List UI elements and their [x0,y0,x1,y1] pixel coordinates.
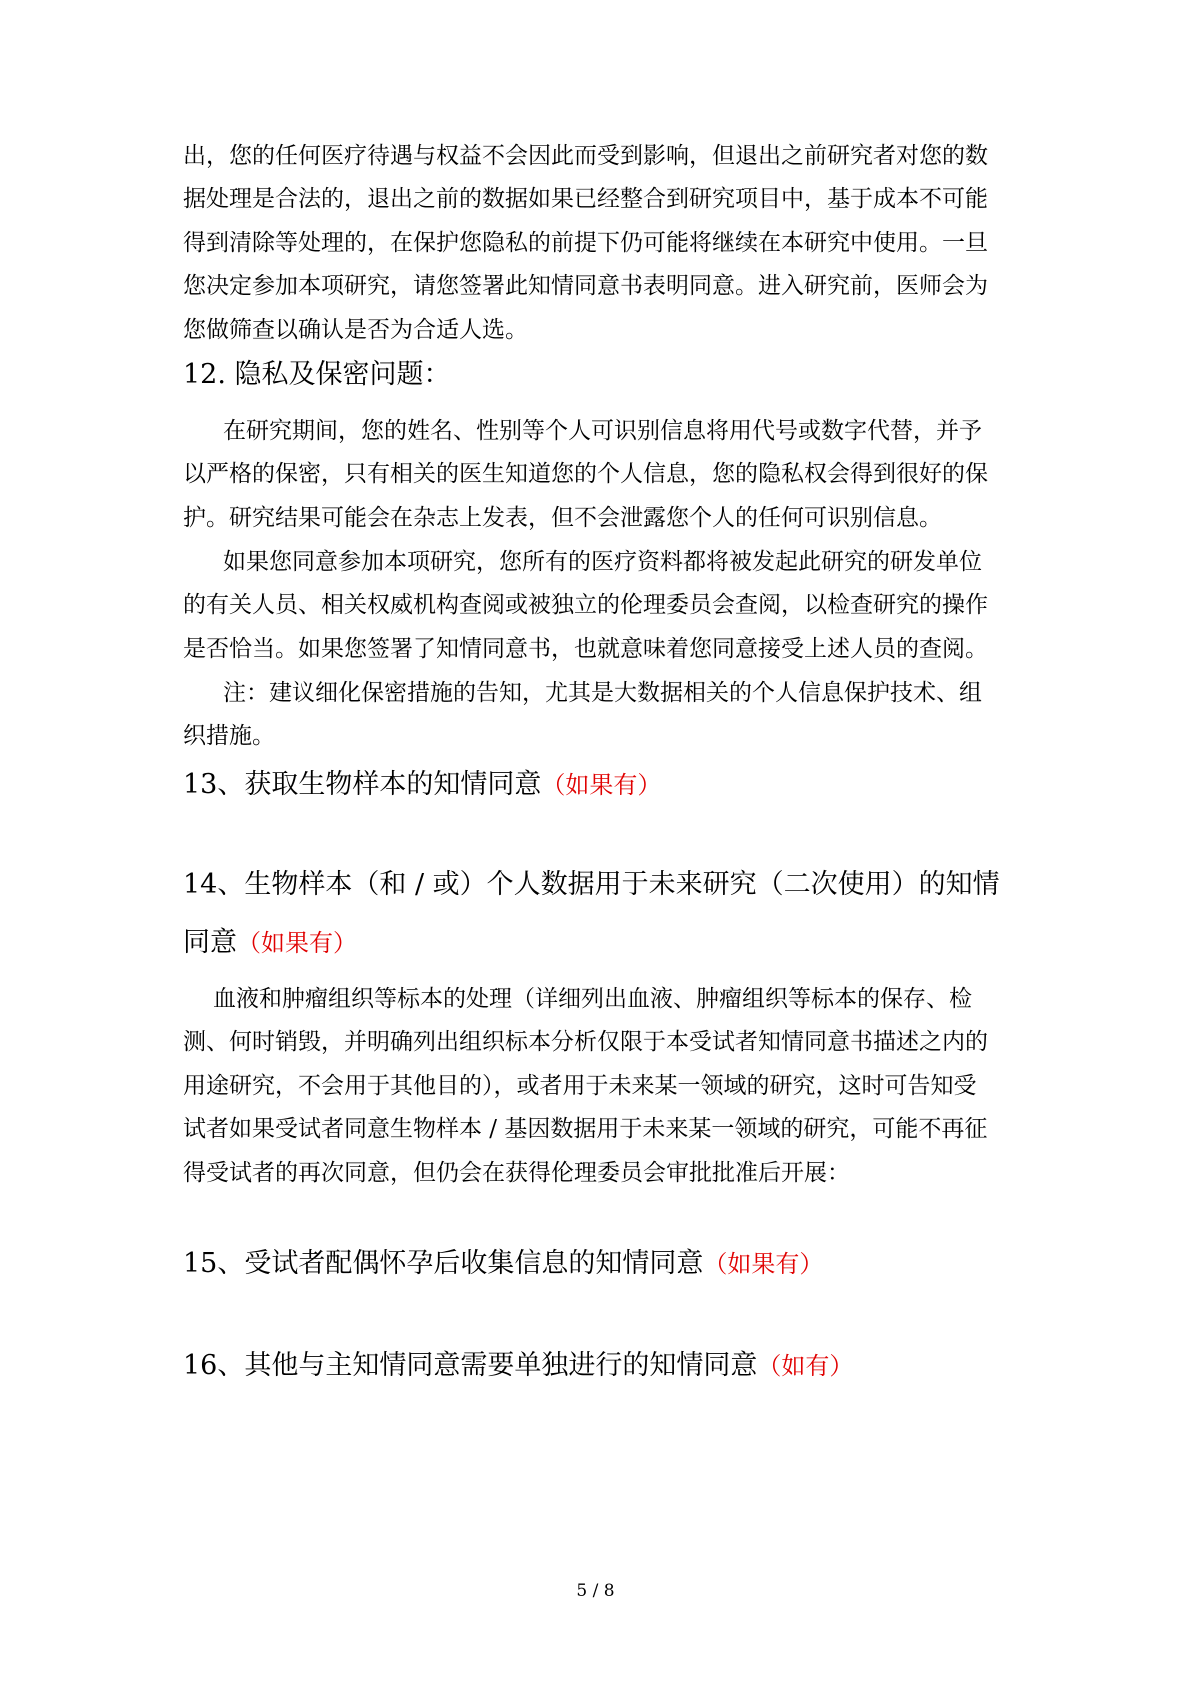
note-text-line: 织措施。 [183,723,275,749]
body-text-line: 出，您的任何医疗待遇与权益不会因此而受到影响，但退出之前研究者对您的数 [183,143,988,169]
optional-tag: （如果有） [541,771,662,799]
note-text-line: 注：建议细化保密措施的告知，尤其是大数据相关的个人信息保护技术、组 [223,680,982,706]
body-text-line: 得到清除等处理的，在保护您隐私的前提下仍可能将继续在本研究中使用。一旦 [183,230,988,256]
section-12-heading: 12. 隐私及保密问题： [183,359,451,390]
body-text-line: 试者如果受试者同意生物样本 / 基因数据用于未来某一领域的研究，可能不再征 [183,1116,988,1142]
body-text-line: 血液和肿瘤组织等标本的处理（详细列出血液、肿瘤组织等标本的保存、检 [213,986,972,1012]
section-14-heading-cont [183,926,357,960]
body-text-line: 测、何时销毁，并明确列出组织标本分析仅限于本受试者知情同意书描述之内的 [183,1029,988,1055]
body-text-line: 是否恰当。如果您签署了知情同意书，也就意味着您同意接受上述人员的查阅。 [183,636,988,662]
optional-tag: （如有） [757,1352,854,1380]
section-14-title-cont: 同意 [183,927,237,958]
body-text-line: 您决定参加本项研究，请您签署此知情同意书表明同意。进入研究前，医师会为 [183,273,988,299]
optional-tag: （如果有） [703,1250,824,1278]
optional-tag: （如果有） [237,929,357,957]
body-text-line: 用途研究，不会用于其他目的），或者用于未来某一领域的研究，这时可告知受 [183,1073,977,1099]
body-text-line: 的有关人员、相关权威机构查阅或被独立的伦理委员会查阅，以检查研究的操作 [183,592,988,618]
body-text-line: 您做筛查以确认是否为合适人选。 [183,317,528,343]
body-text-line: 在研究期间，您的姓名、性别等个人可识别信息将用代号或数字代替，并予 [223,418,982,444]
section-15-heading [183,1247,823,1281]
section-14-heading: 14、生物样本（和 / 或）个人数据用于未来研究（二次使用）的知情 [183,869,1000,900]
section-13-title: 13、获取生物样本的知情同意 [183,769,542,800]
page-number: 5 / 8 [576,1581,615,1601]
section-16-heading [183,1349,853,1383]
body-text-line: 如果您同意参加本项研究，您所有的医疗资料都将被发起此研究的研发单位 [223,549,982,575]
body-text-line: 以严格的保密，只有相关的医生知道您的个人信息，您的隐私权会得到很好的保 [183,461,988,487]
body-text-line: 护。研究结果可能会在杂志上发表，但不会泄露您个人的任何可识别信息。 [183,505,942,531]
section-15-title: 15、受试者配偶怀孕后收集信息的知情同意 [183,1248,704,1279]
section-16-title: 16、其他与主知情同意需要单独进行的知情同意 [183,1350,758,1381]
section-13-heading [183,768,661,802]
body-text-line: 据处理是合法的，退出之前的数据如果已经整合到研究项目中，基于成本不可能 [183,186,988,212]
body-text-line: 得受试者的再次同意，但仍会在获得伦理委员会审批批准后开展： [183,1160,850,1186]
